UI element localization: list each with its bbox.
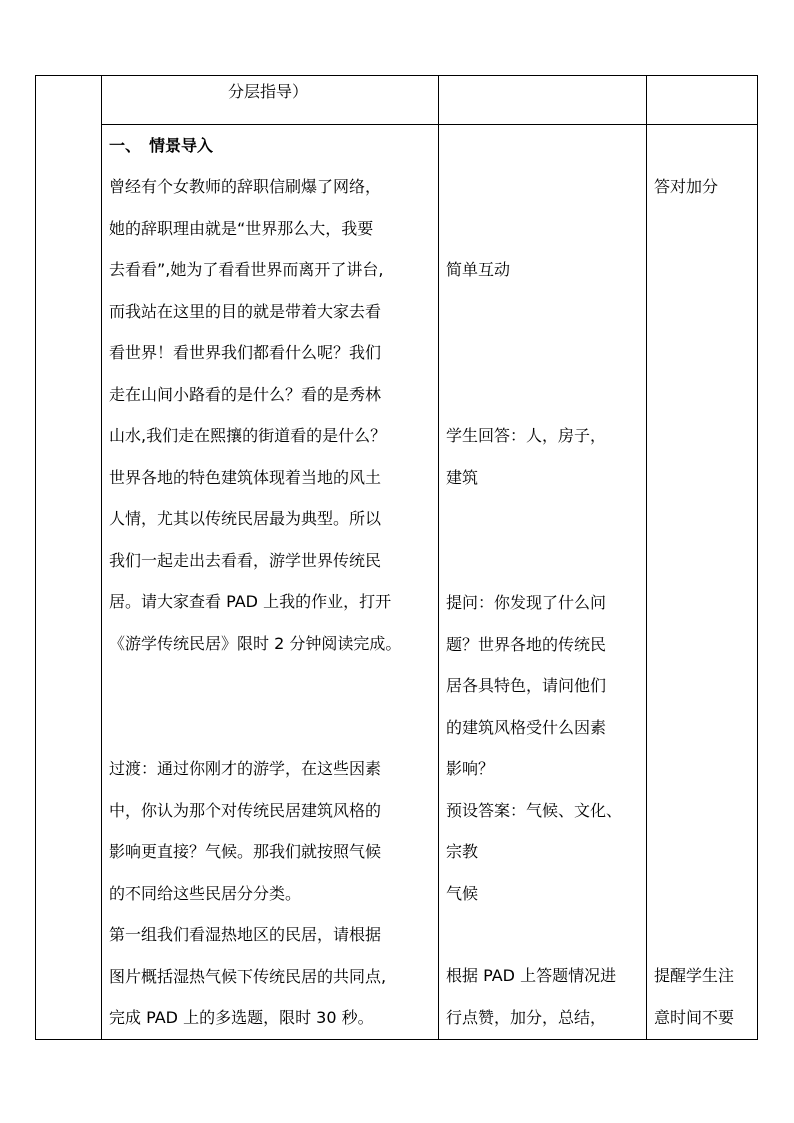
text-line: 提问：你发现了什么问 [446,593,607,612]
intro-paragraph [109,166,401,664]
text-line: 走在山间小路看的是什么？看的是秀林 [109,384,382,404]
text-line: 居。请大家查看 PAD 上我的作业，打开 [109,592,392,611]
text-line: 气候 [446,883,479,903]
text-line: 意时间不要 [654,1007,735,1027]
text-line: 影响更直接？气候。那我们就按照气候 [109,842,382,861]
transition-paragraph [109,748,386,1039]
text-line: 提醒学生注 [654,966,735,985]
text-line: 的建筑风格受什么因素 [446,717,607,737]
score-note: 答对加分 [654,177,719,196]
question-note [446,582,622,914]
text-line: 世界各地的特色建筑体现着当地的风土 [109,467,382,487]
text-line: 建筑 [446,467,479,487]
text-line: 完成 PAD 上的多选题，限时 30 秒。 [109,1008,374,1027]
text-line: 而我站在这里的目的就是带着大家去看 [109,301,382,321]
text-line: 中，你认为那个对传统民居建筑风格的 [109,800,382,820]
text-line: 居各具特色，请问他们 [446,676,607,695]
text-line: 人情，尤其以传统民居最为典型。所以 [109,509,382,528]
text-line: 影响？ [446,759,495,778]
text-line: 学生回答：人，房子， [446,426,607,445]
interaction-note: 简单互动 [446,260,511,279]
text-line: 去看看”,她为了看看世界而离开了讲台, [109,260,384,279]
text-line: 宗教 [446,842,479,861]
text-line: 我们一起走出去看看，游学世界传统民 [109,550,382,570]
column-divider-3 [646,75,647,1040]
text-line: 题？世界各地的传统民 [446,634,607,654]
text-line: 根据 PAD 上答题情况进 [446,966,617,985]
section-heading: 一、 情景导入 [109,136,214,155]
text-line: 看世界！看世界我们都看什么呢？我们 [109,343,382,362]
reminder-note [654,955,734,1038]
text-line: 《游学传统民居》限时 2 分钟阅读完成。 [109,633,402,653]
text-line: 她的辞职理由就是“世界那么大，我要 [109,218,374,238]
text-line: 的不同给这些民居分分类。 [109,883,302,903]
text-line: 过渡：通过你刚才的游学，在这些因素 [109,759,382,778]
text-line: 图片概括湿热气候下传统民居的共同点, [109,966,387,986]
text-line: 第一组我们看湿热地区的民居，请根据 [109,925,382,944]
feedback-note [446,955,616,1038]
text-line: 行点赞，加分，总结， [446,1007,607,1027]
text-line: 山水,我们走在熙攘的街道看的是什么？ [109,426,387,445]
text-line: 预设答案：气候、文化、 [446,800,623,820]
text-line: 曾经有个女教师的辞职信刷爆了网络， [109,177,382,196]
student-answer-note [446,415,606,498]
column-divider-2 [438,75,439,1040]
column-divider-1 [101,75,102,1040]
top-row-text: 分层指导） [228,82,309,101]
